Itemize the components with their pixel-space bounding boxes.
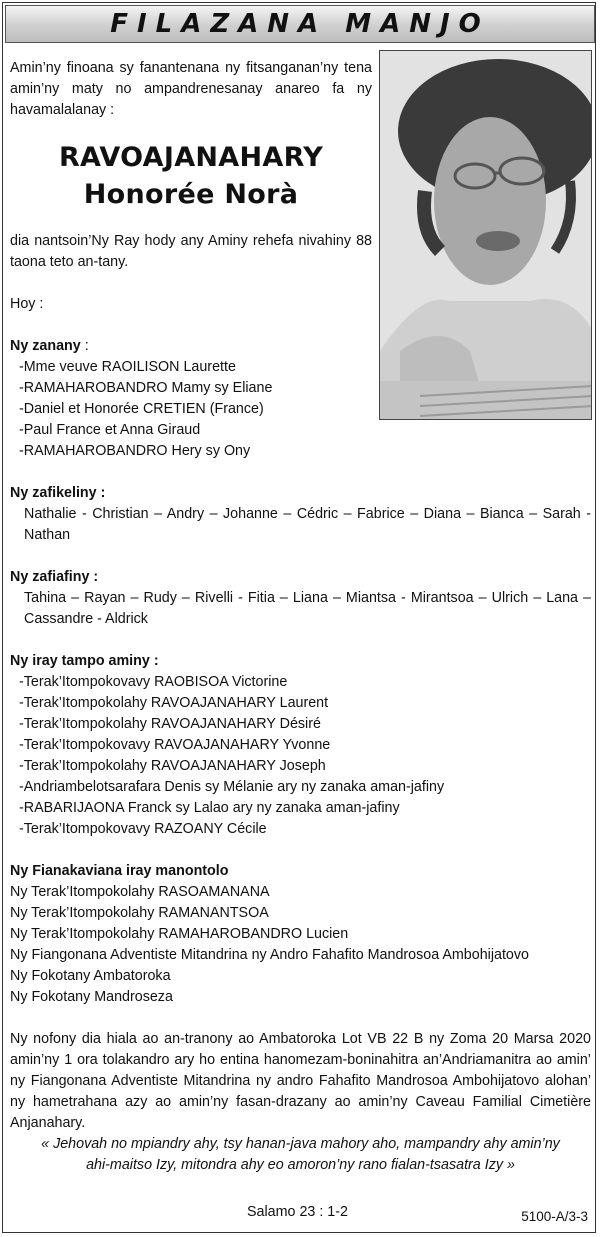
list-item: -Paul France et Anna Giraud [19,422,201,438]
list-item: -Daniel et Honorée CRETIEN (France) [19,401,264,417]
families-label: Ny Fianakaviana iray manontolo [10,863,229,879]
list-item: -Terak’Itompokovavy RAZOANY Cécile [19,821,267,837]
funeral-details: Ny nofony dia hiala ao an-tranony ao Ambatoroka Lot VB 22 B ny Zoma 20 Marsa 2020 amin’ny 1 ora tolakandro ary ho entina hanomezam-boninahitra an’Andriamanitra ao amin’ ny Fiangonana Adventiste Mitandrina ny andro Fahafito Mandrosoa Ambohijatovo alohan’ ny hametrahana azy ao amin’ny fasan-drazany ao amin’ny Caveau Familial Cimetière Anjanahary. [10,1031,591,1131]
ad-reference: 5100-A/3-3 [521,1209,588,1224]
list-item: Ny Terak’Itompokolahy RASOAMANANA [10,884,270,900]
notice-body [10,58,591,1176]
list-item: -RAMAHAROBANDRO Hery sy Ony [19,443,251,459]
list-item: -Terak’Itompokovavy RAVOAJANAHARY Yvonne [19,737,331,753]
children-label-suffix: : [80,338,89,354]
deceased-surname: RAVOAJANAHARY [58,142,324,173]
children-heading [10,336,591,357]
list-item: -Terak’Itompokolahy RAVOAJANAHARY Laurent [19,695,329,711]
bible-quote: « Jehovah no mpiandry ahy, tsy hanan-java mahory aho, mampandry ahy amin’ny ahi-maitso Izy, mitondra ahy eo amoron’ny rano fialan-tsasatra Izy » [41,1136,560,1173]
notice-title: FILAZANA MANJO [110,9,490,39]
death-notice-text: dia nantsoin’Ny Ray hody any Aminy rehefa nivahiny 88 taona teto an-tany. [10,233,372,270]
children-label: Ny zanany [10,338,81,354]
list-item: Ny Fokotany Ambatoroka [10,968,171,984]
list-item: -Terak’Itompokovavy RAOBISOA Victorine [19,674,288,690]
intro-text: Amin’ny finoana sy fanantenana ny fitsanganan’ny tena amin’ny maty no ampandrenesanay anareo fa ny havamalalanay : [10,60,372,118]
list-item: -Terak’Itompokolahy RAVOAJANAHARY Désiré [19,716,321,732]
grandchildren-list: Nathalie - Christian – Andry – Johanne – Cédric – Fabrice – Diana – Bianca – Sarah - Nathan [24,506,591,543]
great-grandchildren-list: Tahina – Rayan – Rudy – Rivelli - Fitia – Liana – Miantsa - Mirantsoa – Ulrich – Lana – Cassandre - Aldrick [24,590,591,627]
list-item: Ny Terak’Itompokolahy RAMANANTSOA [10,905,269,921]
list-item: -RABARIJAONA Franck sy Lalao ary ny zanaka aman-jafiny [19,800,400,816]
list-item: -Mme veuve RAOILISON Laurette [19,359,236,375]
list-item: Ny Terak’Itompokolahy RAMAHAROBANDRO Lucien [10,926,349,942]
list-item: -Terak’Itompokolahy RAVOAJANAHARY Joseph [19,758,326,774]
list-item: Ny Fiangonana Adventiste Mitandrina ny Andro Fahafito Mandrosoa Ambohijatovo [10,947,529,963]
list-item: -RAMAHAROBANDRO Mamy sy Eliane [19,380,273,396]
great-grandchildren-label: Ny zafiafiny : [10,569,99,585]
grandchildren-label: Ny zafikeliny : [10,485,106,501]
psalm-reference: Salamo 23 : 1-2 [247,1204,348,1220]
siblings-label: Ny iray tampo aminy : [10,653,159,669]
list-item: Ny Fokotany Mandroseza [10,989,173,1005]
hoy-label: Hoy : [10,296,44,312]
notice-header [5,5,595,43]
deceased-given-names: Honorée Norà [83,179,299,210]
list-item: -Andriambelotsarafara Denis sy Mélanie ary ny zanaka aman-jafiny [19,779,445,795]
